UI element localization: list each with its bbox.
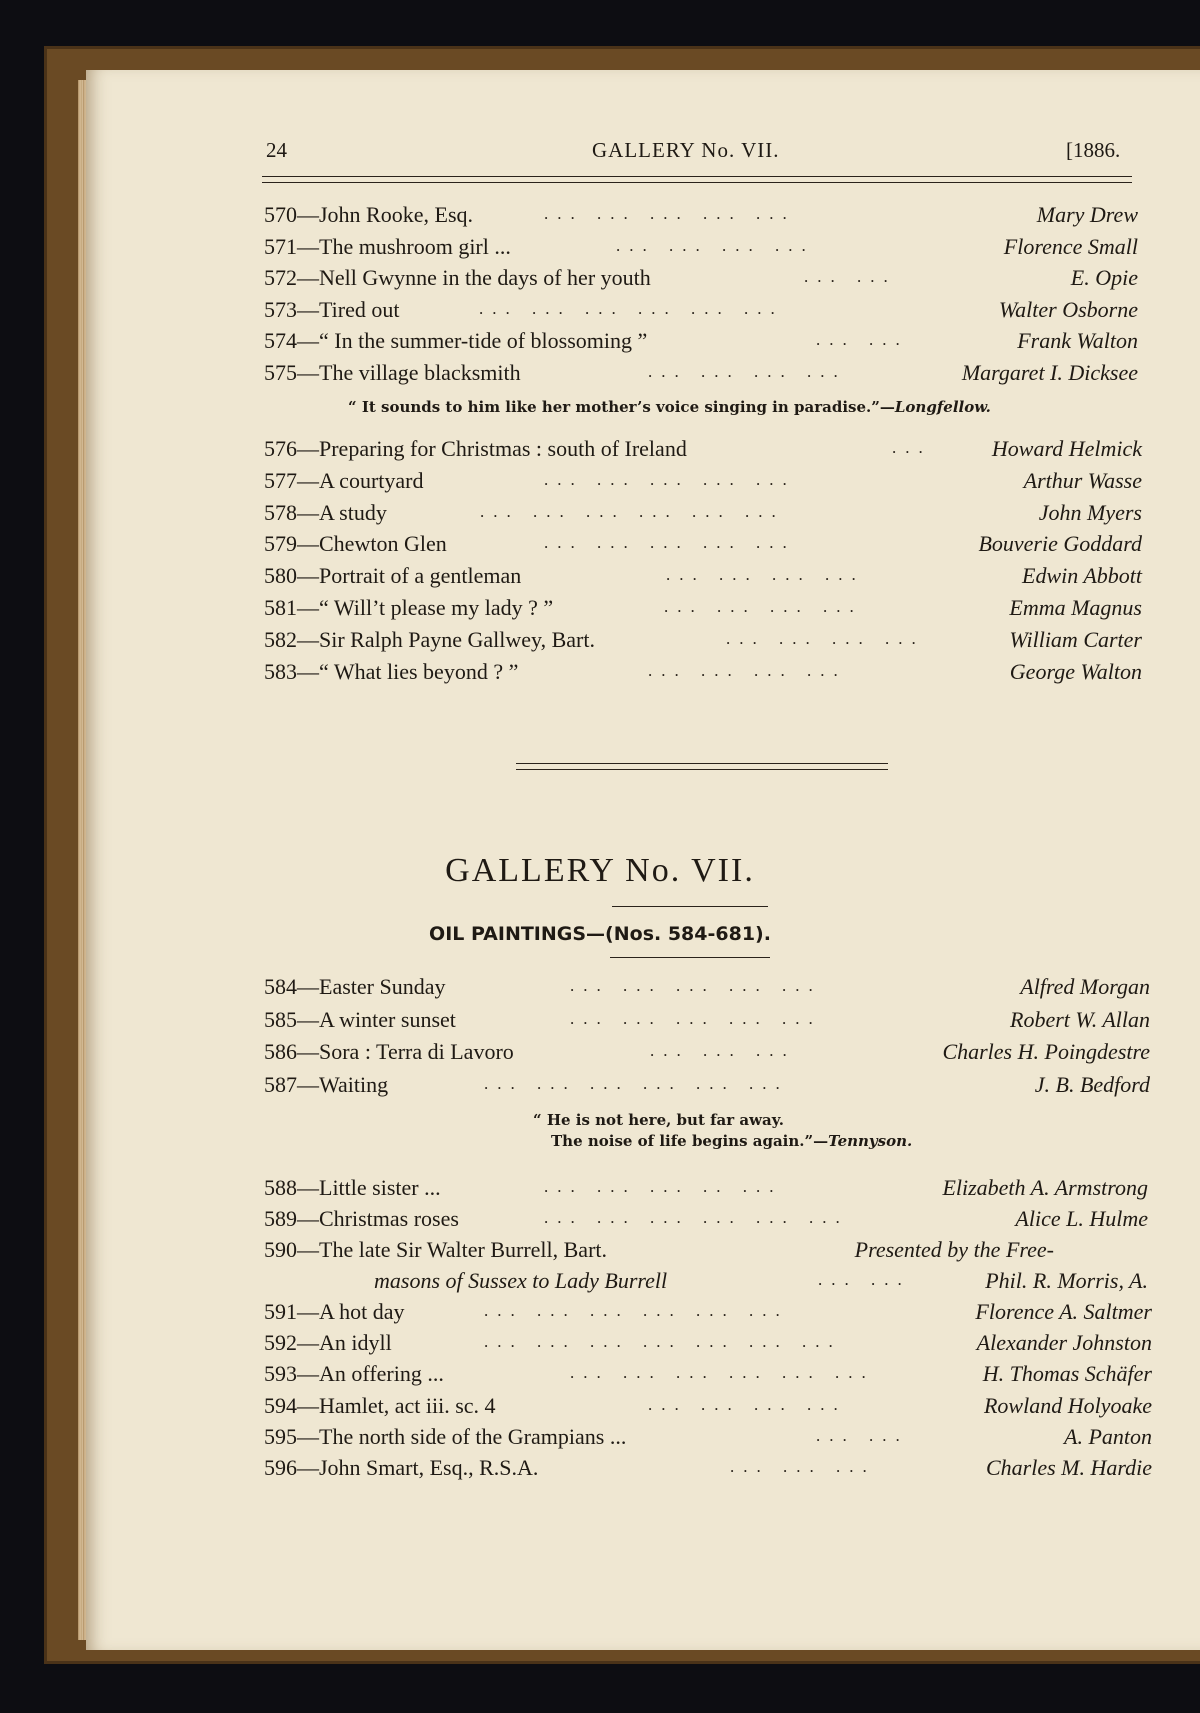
entry-title: 591—A hot day	[264, 1299, 405, 1324]
dot-leader: ... ... ... ... ...	[544, 470, 796, 489]
section-subtitle: OIL PAINTINGS—(Nos. 584-681).	[429, 923, 771, 945]
entry-artist: Walter Osborne	[998, 297, 1138, 322]
entry-title: 579—Chewton Glen	[264, 531, 447, 556]
page-number: 24	[266, 138, 287, 162]
dot-leader: ... ... ...	[650, 1041, 796, 1060]
entry-artist: Frank Walton	[1017, 328, 1138, 353]
dot-leader: ... ... ... ... ...	[570, 976, 822, 995]
entry-artist: George Walton	[1009, 659, 1142, 684]
entry-title: 572—Nell Gwynne in the days of her youth	[264, 265, 651, 290]
entry-artist: Alexander Johnston	[976, 1330, 1152, 1355]
running-title: GALLERY No. VII.	[592, 138, 780, 162]
entry-title: 593—An offering ...	[264, 1361, 444, 1386]
header-rule	[262, 176, 1132, 183]
dot-leader: ... ... ... ... ... ...	[479, 299, 784, 318]
dot-leader: ... ... ... ...	[648, 1395, 847, 1414]
entry-artist: Edwin Abbott	[1022, 563, 1142, 588]
entry-artist: William Carter	[1009, 627, 1142, 652]
dot-leader: ... ...	[816, 1426, 909, 1445]
entry-589	[264, 1206, 1148, 1236]
section-title: GALLERY No. VII.	[445, 852, 755, 889]
entry-title: 570—John Rooke, Esq.	[264, 202, 473, 227]
dot-leader: ... ... ... ... ... ... ...	[484, 1332, 842, 1351]
entry-title: 575—The village blacksmith	[264, 360, 521, 385]
quote-text: “ He is not here, but far away.	[533, 1111, 784, 1129]
entry-title: 578—A study	[264, 500, 387, 525]
dot-leader: ... ... ... ... ... ...	[544, 1208, 849, 1227]
entry-artist: Phil. R. Morris, A.	[985, 1268, 1148, 1293]
dot-leader: ...	[892, 438, 932, 457]
entry-title: 582—Sir Ralph Payne Gallwey, Bart.	[264, 627, 595, 652]
entry-577	[264, 468, 1142, 498]
entry-title: 571—The mushroom girl ...	[264, 234, 511, 259]
entry-570	[264, 202, 1138, 232]
dot-leader: ... ...	[816, 330, 909, 349]
dot-leader: ... ... ... ...	[616, 236, 815, 255]
quote-text: The noise of life begins again.”—	[551, 1132, 829, 1150]
entry-artist: Alice L. Hulme	[1015, 1206, 1148, 1231]
entry-title: 577—A courtyard	[264, 468, 424, 493]
entry-576	[264, 436, 1142, 466]
entry-580	[264, 563, 1142, 593]
entry-title: 589—Christmas roses	[264, 1206, 459, 1231]
entry-595	[264, 1424, 1152, 1454]
entry-title: 576—Preparing for Christmas : south of Ireland	[264, 436, 687, 461]
entry-continuation: masons of Sussex to Lady Burrell	[374, 1268, 668, 1293]
entry-artist: Emma Magnus	[1009, 595, 1142, 620]
entry-578	[264, 500, 1142, 530]
dot-leader: ... ... ... ... ... ...	[484, 1074, 789, 1093]
entry-artist: Bouverie Goddard	[978, 531, 1142, 556]
running-head	[178, 138, 1128, 166]
entry-title: 594—Hamlet, act iii. sc. 4	[264, 1393, 496, 1418]
dot-leader: ... ... ... ... ... ...	[484, 1301, 789, 1320]
entry-574	[264, 328, 1138, 358]
entry-title: 586—Sora : Terra di Lavoro	[264, 1039, 514, 1064]
entry-581	[264, 595, 1142, 625]
dot-leader: ... ... ...	[730, 1457, 876, 1476]
entry-artist: Presented by the Free-	[854, 1237, 1054, 1262]
entry-575	[264, 360, 1138, 390]
title-rule	[612, 906, 768, 907]
dot-leader: ... ... ... ... ...	[544, 204, 796, 223]
entry-584	[264, 974, 1150, 1004]
dot-leader: ... ... ... .. ...	[544, 1177, 783, 1196]
dot-leader: ... ... ... ... ...	[570, 1009, 822, 1028]
entry-586	[264, 1039, 1150, 1069]
entry-583	[264, 659, 1142, 689]
entry-title: 574—“ In the summer-tide of blossoming ”	[264, 328, 648, 353]
entry-title: 583—“ What lies beyond ? ”	[264, 659, 519, 684]
dot-leader: ... ... ... ...	[666, 565, 865, 584]
entry-artist: Florence Small	[1003, 234, 1138, 259]
entry-590	[264, 1237, 1054, 1267]
entry-artist: Florence A. Saltmer	[975, 1299, 1152, 1324]
section-divider	[516, 763, 888, 770]
entry-artist: John Myers	[1038, 500, 1142, 525]
dot-leader: ... ... ... ... ...	[544, 533, 796, 552]
subtitle-rule	[610, 957, 770, 958]
entry-591	[264, 1299, 1152, 1329]
entry-title: 584—Easter Sunday	[264, 974, 446, 999]
dot-leader: ... ... ... ... ... ...	[570, 1363, 875, 1382]
running-year: [1886.	[1066, 138, 1121, 162]
quote-author: Longfellow.	[894, 398, 991, 416]
entry-587	[264, 1072, 1150, 1102]
entry-title: 588—Little sister ...	[264, 1175, 441, 1200]
entry-artist: H. Thomas Schäfer	[982, 1361, 1152, 1386]
entry-artist: E. Opie	[1070, 265, 1138, 290]
entry-590-continued	[374, 1268, 1148, 1298]
entry-artist: Arthur Wasse	[1023, 468, 1142, 493]
entry-572	[264, 265, 1138, 295]
entry-title: 580—Portrait of a gentleman	[264, 563, 522, 588]
entry-592	[264, 1330, 1152, 1360]
entry-title: 596—John Smart, Esq., R.S.A.	[264, 1455, 539, 1480]
dot-leader: ... ... ... ...	[664, 597, 863, 616]
entry-582	[264, 627, 1142, 657]
entry-artist: Charles H. Poingdestre	[942, 1039, 1150, 1064]
dot-leader: ... ... ... ...	[648, 362, 847, 381]
quote-tennyson-line1	[533, 1111, 784, 1129]
dot-leader: ... ... ... ...	[726, 629, 925, 648]
quote-text: “ It sounds to him like her mother’s voice singing in paradise.”—	[348, 398, 895, 416]
quote-tennyson-line2	[551, 1132, 912, 1150]
entry-571	[264, 234, 1138, 264]
dot-leader: ... ...	[818, 1270, 911, 1289]
entry-artist: Mary Drew	[1036, 202, 1138, 227]
entry-artist: Alfred Morgan	[1020, 974, 1150, 999]
entry-artist: Charles M. Hardie	[985, 1455, 1152, 1480]
dot-leader: ... ... ... ... ... ...	[480, 502, 785, 521]
entry-594	[264, 1393, 1152, 1423]
entry-579	[264, 531, 1142, 561]
entry-585	[264, 1007, 1150, 1037]
entry-artist: J. B. Bedford	[1034, 1072, 1150, 1097]
entry-title: 585—A winter sunset	[264, 1007, 456, 1032]
quote-longfellow	[348, 398, 991, 416]
entry-title: 587—Waiting	[264, 1072, 389, 1097]
entry-title: 595—The north side of the Grampians ...	[264, 1424, 627, 1449]
entry-artist: Robert W. Allan	[1010, 1007, 1150, 1032]
entry-596	[264, 1455, 1152, 1485]
dot-leader: ... ...	[804, 267, 897, 286]
entry-title: 573—Tired out	[264, 297, 400, 322]
entry-artist: A. Panton	[1064, 1424, 1152, 1449]
entry-title: 581—“ Will’t please my lady ? ”	[264, 595, 554, 620]
dot-leader: ... ... ... ...	[648, 661, 847, 680]
entry-588	[264, 1175, 1148, 1205]
entry-artist: Howard Helmick	[991, 436, 1142, 461]
entry-593	[264, 1361, 1152, 1391]
entry-artist: Elizabeth A. Armstrong	[942, 1175, 1148, 1200]
entry-title: 590—The late Sir Walter Burrell, Bart.	[264, 1237, 608, 1262]
quote-author: Tennyson.	[828, 1132, 913, 1150]
entry-title: 592—An idyll	[264, 1330, 392, 1355]
entry-artist: Rowland Holyoake	[983, 1393, 1152, 1418]
entry-573	[264, 297, 1138, 327]
entry-artist: Margaret I. Dicksee	[961, 360, 1138, 385]
